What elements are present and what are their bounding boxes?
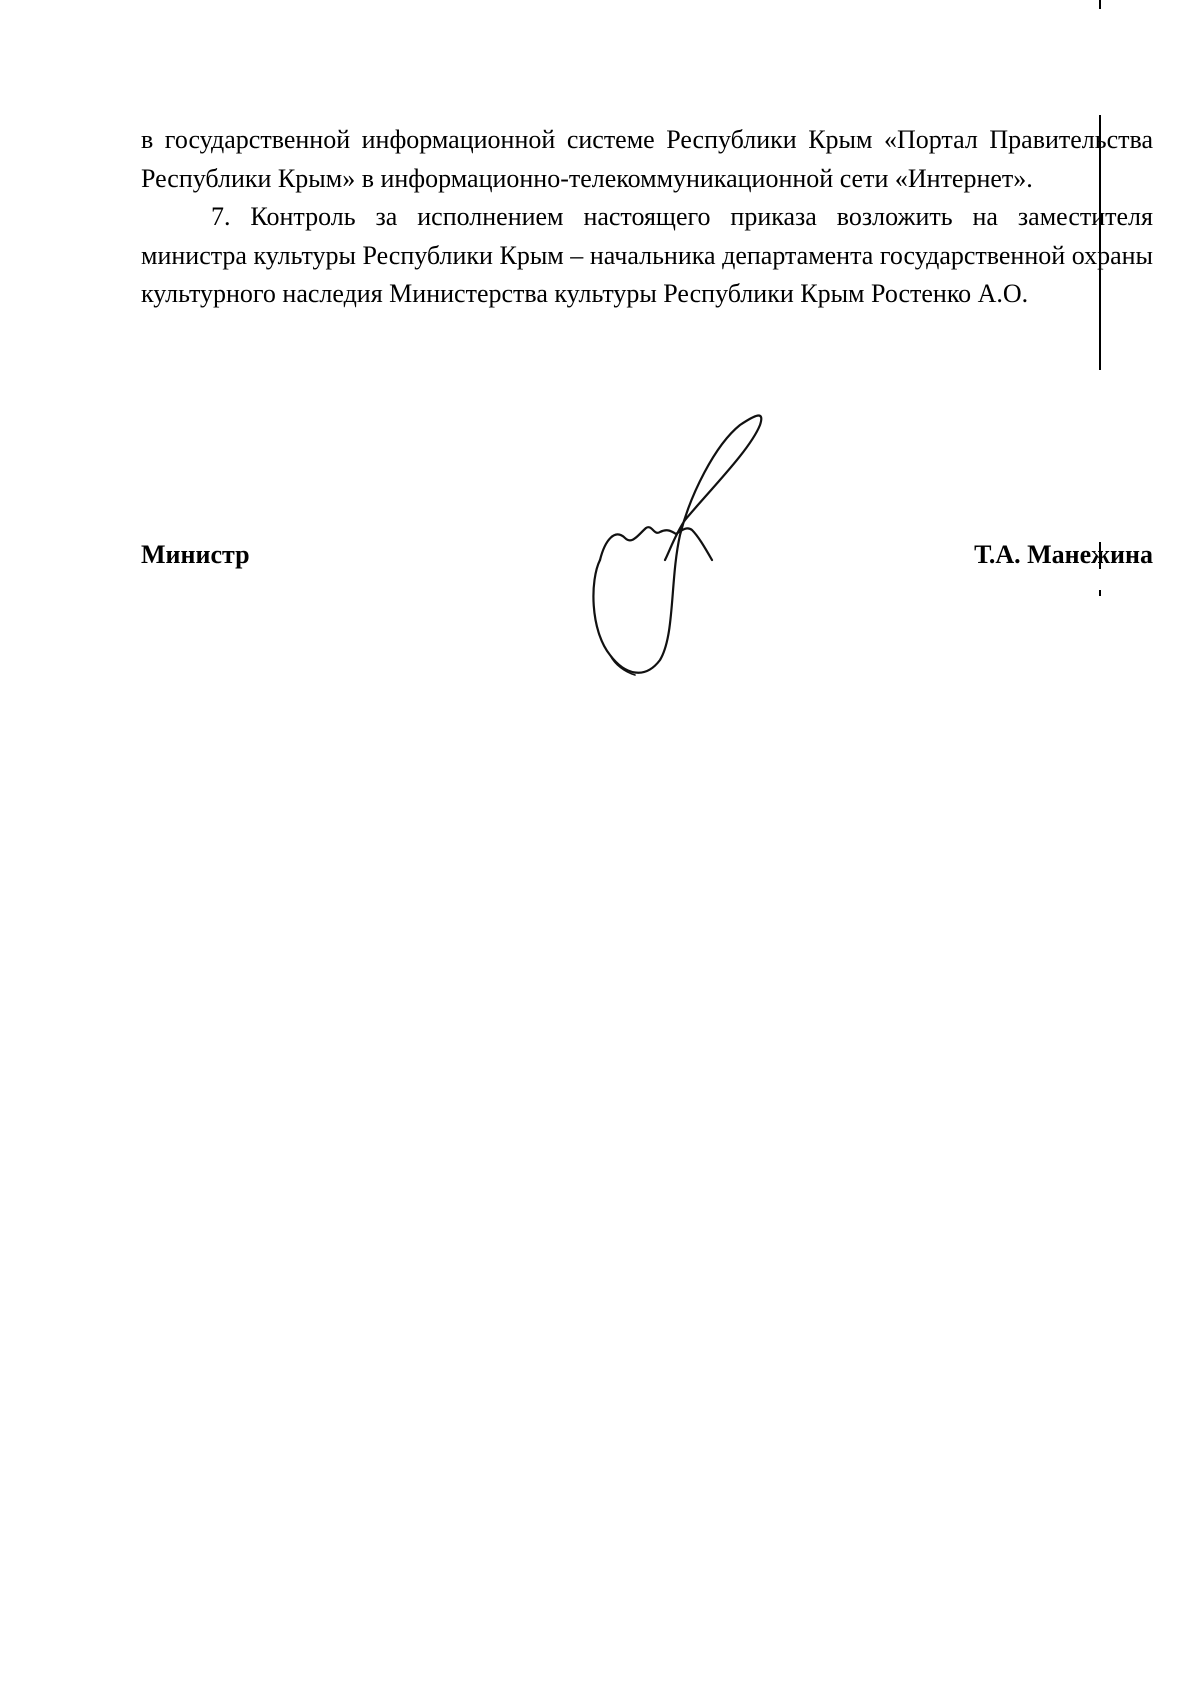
document-body [141, 121, 1153, 314]
signatory-name: Т.А. Манежина [974, 540, 1153, 569]
position-title: Министр [141, 540, 250, 569]
paragraph-continuation: в государственной информационной системе Республики Крым «Портал Правительства Республики Крым» в информационно-телекоммуникационной сети «Интернет». [141, 125, 1153, 193]
handwritten-signature [590, 410, 790, 680]
paragraph-7: 7. Контроль за исполнением настоящего приказа возложить на заместителя министра культуры Республики Крым – начальника департамента государственной охраны культурного наследия Министерства культуры Республики Крым Ростенко А.О. [141, 202, 1153, 308]
